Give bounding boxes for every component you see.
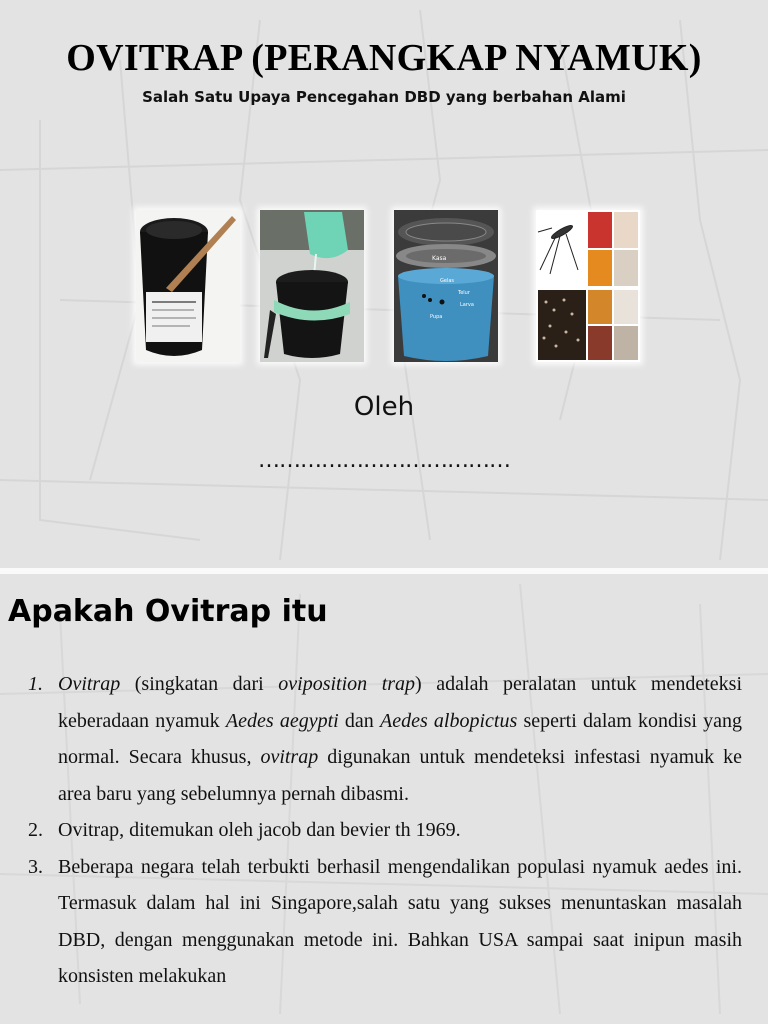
list-number: 3. xyxy=(28,855,43,878)
list-item xyxy=(24,812,742,849)
diagram-label-kasa: Kasa xyxy=(432,255,447,262)
list-item-text xyxy=(58,856,742,988)
text-run: (singkatan dari xyxy=(120,673,279,695)
text-run: seperti dalam kondisi yang normal. Secara khusus, xyxy=(58,709,742,768)
mosquito-collage-photo xyxy=(536,210,640,362)
text-run: digunakan untuk mendeteksi infestasi nyamuk ke area baru yang sebelumnya pernah dibasmi. xyxy=(58,746,742,805)
list-item-text xyxy=(58,819,461,841)
content-slide xyxy=(0,574,768,1024)
author-placeholder: ……………………………… xyxy=(258,448,510,473)
ovitrap-diagram-photo xyxy=(394,210,498,362)
section-heading: Apakah Ovitrap itu xyxy=(8,594,328,629)
list-number: 1. xyxy=(28,673,43,695)
author-label: Oleh xyxy=(353,392,415,422)
text-run: Beberapa negara telah terbukti berhasil mengendalikan populasi nyamuk aedes ini. Termasuk dalam hal ini Singapore,salah satu yang sukses menuntaskan masalah DBD, dengan menggunakan metode ini. Bahkan USA sampai saat inipun masih konsisten melakukan xyxy=(58,855,742,987)
text-run: dan xyxy=(338,709,380,732)
diagram-label-pupa: Pupa xyxy=(430,314,443,320)
slide-title: OVITRAP (PERANGKAP NYAMUK) xyxy=(66,37,702,79)
text-run: ) adalah peralatan untuk mendeteksi keberadaan nyamuk xyxy=(58,673,742,732)
diagram-label-gelas: Gelas xyxy=(440,278,455,284)
list-number: 2. xyxy=(28,819,43,841)
list-item-text xyxy=(58,673,742,805)
italic-term: oviposition trap xyxy=(278,673,416,695)
italic-term: Aedes albopictus xyxy=(379,709,518,732)
list-item xyxy=(24,666,742,812)
photo-strip xyxy=(0,210,768,366)
italic-term: Aedes aegypti xyxy=(225,709,339,732)
ovitrap-black-cup-photo xyxy=(136,210,240,362)
list-item xyxy=(24,849,742,995)
diagram-label-larva: Larva xyxy=(460,302,474,308)
text-run: Ovitrap, ditemukan oleh jacob dan bevier th 1969. xyxy=(58,819,461,841)
italic-term: Ovitrap xyxy=(58,673,121,695)
slide-subtitle: Salah Satu Upaya Pencegahan DBD yang berbahan Alami xyxy=(142,88,626,106)
definition-list xyxy=(24,666,742,995)
diagram-label-telur: Telur xyxy=(458,290,470,296)
italic-term: ovitrap xyxy=(260,746,319,768)
pouring-water-cup-photo xyxy=(260,210,364,362)
